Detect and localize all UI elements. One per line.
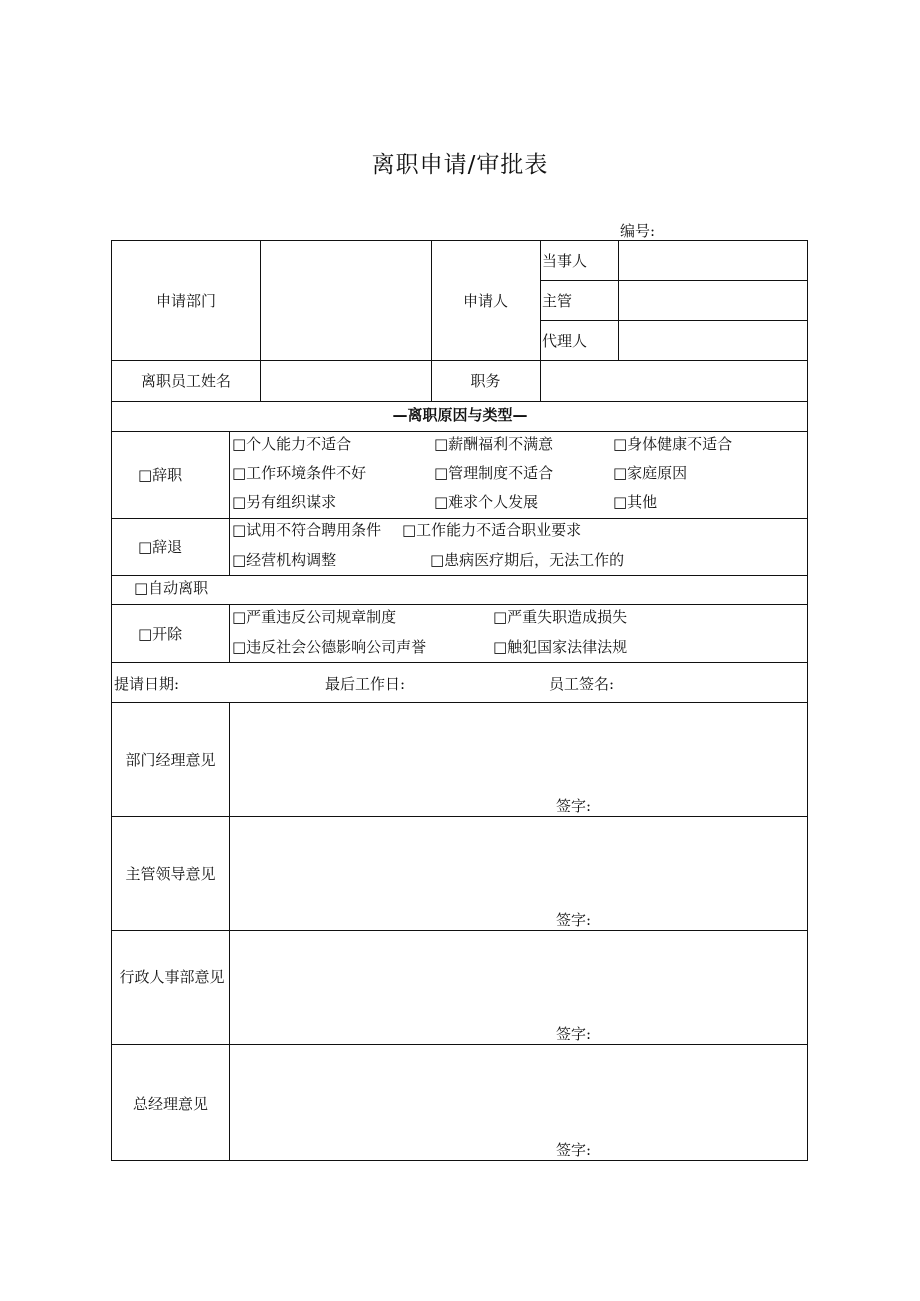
agent-label: 代理人 — [542, 332, 588, 350]
supervisor-label: 主管 — [542, 292, 573, 310]
employee-signature-label: 员工签名: — [549, 675, 615, 693]
party-label: 当事人 — [542, 252, 588, 270]
fire-option[interactable]: □触犯国家法律法规 — [493, 638, 628, 656]
resign-option[interactable]: □身体健康不适合 — [613, 435, 733, 453]
dismiss-option[interactable]: □工作能力不适合职业要求 — [402, 521, 582, 539]
resign-checkbox[interactable]: □辞职 — [138, 466, 183, 484]
fire-option[interactable]: □违反社会公德影响公司声誉 — [232, 638, 427, 656]
dismiss-option[interactable]: □经营机构调整 — [232, 551, 337, 569]
resign-option[interactable]: □其他 — [613, 493, 658, 511]
dept-label: 申请部门 — [155, 292, 216, 310]
employee-name-label: 离职员工姓名 — [140, 372, 231, 390]
resign-option[interactable]: □管理制度不适合 — [434, 464, 554, 482]
fire-option[interactable]: □严重违反公司规章制度 — [232, 608, 397, 626]
form-table — [111, 240, 808, 1161]
resign-option[interactable]: □个人能力不适合 — [232, 435, 352, 453]
dismiss-option[interactable]: □试用不符合聘用条件 — [232, 521, 382, 539]
fire-option[interactable]: □严重失职造成损失 — [493, 608, 628, 626]
dismiss-option[interactable]: □患病医疗期后，无法工作的 — [430, 551, 625, 569]
signature-label: 签字: — [556, 911, 592, 929]
fire-checkbox[interactable]: □开除 — [138, 625, 183, 643]
signature-label: 签字: — [556, 1025, 592, 1043]
section-title: —离职原因与类型— — [392, 406, 528, 424]
signature-label: 签字: — [556, 1141, 592, 1159]
dept-manager-opinion-label: 部门经理意见 — [125, 751, 216, 769]
auto-leave-checkbox[interactable]: □自动离职 — [134, 579, 209, 597]
dismiss-checkbox[interactable]: □辞退 — [138, 538, 183, 556]
last-workday-label: 最后工作日: — [325, 675, 406, 693]
hr-admin-opinion-label: 行政人事部意见 — [119, 968, 225, 986]
supervisor-opinion-label: 主管领导意见 — [125, 865, 216, 883]
resign-option[interactable]: □工作环境条件不好 — [232, 464, 367, 482]
applicant-label: 申请人 — [462, 292, 508, 310]
resign-option[interactable]: □另有组织谋求 — [232, 493, 337, 511]
resign-option[interactable]: □薪酬福利不满意 — [434, 435, 554, 453]
resign-option[interactable]: □家庭原因 — [613, 464, 688, 482]
resign-option[interactable]: □难求个人发展 — [434, 493, 539, 511]
signature-label: 签字: — [556, 797, 592, 815]
gm-opinion-label: 总经理意见 — [132, 1095, 208, 1113]
position-label: 职务 — [470, 372, 501, 390]
form-title: 离职申请/审批表 — [371, 152, 549, 178]
serial-number-label: 编号: — [620, 222, 656, 240]
request-date-label: 提请日期: — [114, 675, 180, 693]
